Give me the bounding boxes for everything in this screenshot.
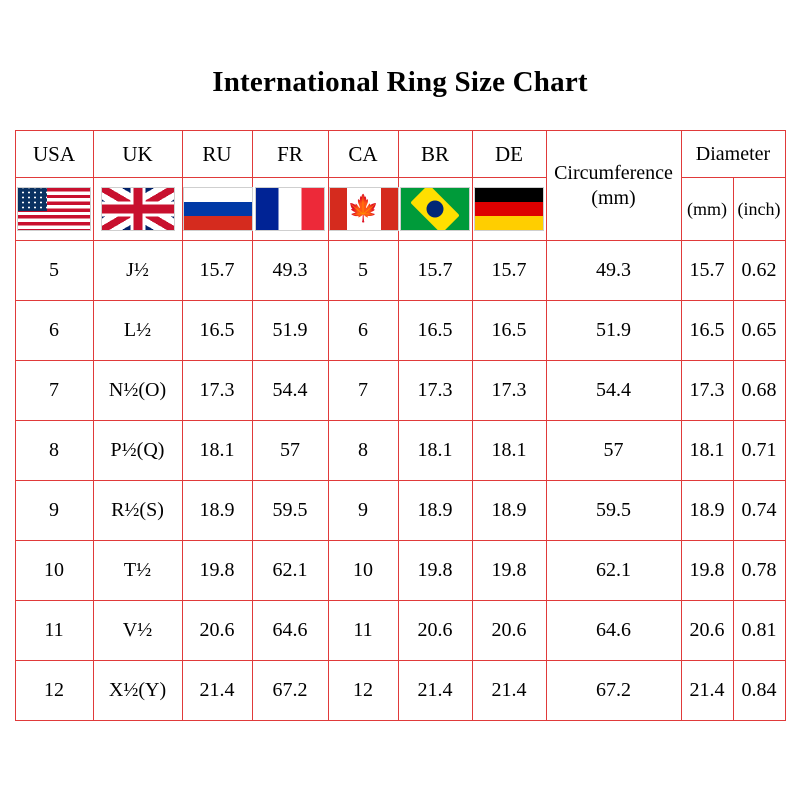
cell-ru: 17.3 [182, 361, 252, 421]
page-title: International Ring Size Chart [212, 66, 588, 98]
header-usa: USA [15, 131, 93, 178]
cell-uk: P½(Q) [93, 421, 182, 481]
table-row [15, 421, 785, 481]
flag-cell-uk [93, 178, 182, 241]
cell-br: 15.7 [398, 241, 472, 301]
table-row [15, 301, 785, 361]
cell-diameter-inch: 0.65 [733, 301, 785, 361]
cell-circumference-mm: 51.9 [546, 301, 681, 361]
cell-de: 17.3 [472, 361, 546, 421]
cell-fr: 49.3 [252, 241, 328, 301]
cell-uk: X½(Y) [93, 661, 182, 721]
table-row [15, 241, 785, 301]
cell-fr: 51.9 [252, 301, 328, 361]
cell-de: 19.8 [472, 541, 546, 601]
cell-circumference-mm: 57 [546, 421, 681, 481]
header-diameter: Diameter [681, 131, 785, 178]
cell-de: 20.6 [472, 601, 546, 661]
cell-diameter-inch: 0.71 [733, 421, 785, 481]
cell-fr: 59.5 [252, 481, 328, 541]
header-ru: RU [182, 131, 252, 178]
cell-de: 15.7 [472, 241, 546, 301]
cell-usa: 10 [15, 541, 93, 601]
cell-uk: R½(S) [93, 481, 182, 541]
cell-uk: J½ [93, 241, 182, 301]
cell-br: 17.3 [398, 361, 472, 421]
cell-ru: 18.1 [182, 421, 252, 481]
table-header-codes [15, 131, 785, 178]
cell-diameter-inch: 0.78 [733, 541, 785, 601]
cell-uk: N½(O) [93, 361, 182, 421]
cell-ca: 6 [328, 301, 398, 361]
cell-diameter-mm: 17.3 [681, 361, 733, 421]
flag-cell-br [398, 178, 472, 241]
cell-circumference-mm: 62.1 [546, 541, 681, 601]
cell-ca: 10 [328, 541, 398, 601]
cell-circumference-mm: 64.6 [546, 601, 681, 661]
table-row [15, 481, 785, 541]
cell-fr: 64.6 [252, 601, 328, 661]
header-diameter-mm: (mm) [681, 178, 733, 241]
cell-uk: L½ [93, 301, 182, 361]
canada-flag-icon: 🍁 [329, 187, 399, 231]
table-row [15, 601, 785, 661]
flag-cell-usa [15, 178, 93, 241]
cell-diameter-inch: 0.81 [733, 601, 785, 661]
cell-usa: 11 [15, 601, 93, 661]
cell-diameter-inch: 0.84 [733, 661, 785, 721]
cell-usa: 8 [15, 421, 93, 481]
cell-ca: 11 [328, 601, 398, 661]
russia-flag-icon [183, 187, 253, 231]
header-de: DE [472, 131, 546, 178]
cell-circumference-mm: 49.3 [546, 241, 681, 301]
flag-cell-de [472, 178, 546, 241]
cell-ru: 18.9 [182, 481, 252, 541]
cell-circumference-mm: 59.5 [546, 481, 681, 541]
cell-fr: 57 [252, 421, 328, 481]
cell-ru: 15.7 [182, 241, 252, 301]
table-body [15, 241, 785, 721]
brazil-flag-icon [400, 187, 470, 231]
cell-diameter-mm: 19.8 [681, 541, 733, 601]
cell-ca: 5 [328, 241, 398, 301]
header-ca: CA [328, 131, 398, 178]
uk-flag-icon [101, 187, 175, 231]
cell-usa: 12 [15, 661, 93, 721]
usa-flag-icon [17, 187, 91, 231]
cell-diameter-mm: 18.1 [681, 421, 733, 481]
cell-usa: 5 [15, 241, 93, 301]
cell-fr: 62.1 [252, 541, 328, 601]
cell-uk: V½ [93, 601, 182, 661]
header-fr: FR [252, 131, 328, 178]
cell-br: 19.8 [398, 541, 472, 601]
cell-diameter-inch: 0.74 [733, 481, 785, 541]
france-flag-icon [255, 187, 325, 231]
flag-cell-ru [182, 178, 252, 241]
cell-circumference-mm: 54.4 [546, 361, 681, 421]
header-circumference-line1: Circumference [554, 161, 673, 184]
cell-de: 21.4 [472, 661, 546, 721]
cell-diameter-inch: 0.68 [733, 361, 785, 421]
cell-ru: 19.8 [182, 541, 252, 601]
table-row [15, 541, 785, 601]
cell-usa: 7 [15, 361, 93, 421]
cell-de: 18.1 [472, 421, 546, 481]
cell-ca: 12 [328, 661, 398, 721]
cell-diameter-mm: 21.4 [681, 661, 733, 721]
cell-diameter-mm: 18.9 [681, 481, 733, 541]
cell-br: 21.4 [398, 661, 472, 721]
cell-circumference-mm: 67.2 [546, 661, 681, 721]
cell-diameter-mm: 16.5 [681, 301, 733, 361]
flag-cell-ca [328, 178, 398, 241]
cell-ca: 8 [328, 421, 398, 481]
table-row [15, 661, 785, 721]
cell-br: 20.6 [398, 601, 472, 661]
cell-de: 16.5 [472, 301, 546, 361]
cell-usa: 6 [15, 301, 93, 361]
cell-br: 18.9 [398, 481, 472, 541]
cell-fr: 67.2 [252, 661, 328, 721]
header-diameter-inch: (inch) [733, 178, 785, 241]
cell-de: 18.9 [472, 481, 546, 541]
cell-ca: 7 [328, 361, 398, 421]
cell-ru: 20.6 [182, 601, 252, 661]
header-uk: UK [93, 131, 182, 178]
flag-cell-fr [252, 178, 328, 241]
cell-diameter-inch: 0.62 [733, 241, 785, 301]
table-row [15, 361, 785, 421]
cell-br: 18.1 [398, 421, 472, 481]
cell-usa: 9 [15, 481, 93, 541]
cell-fr: 54.4 [252, 361, 328, 421]
header-circumference-line2: (mm) [591, 186, 636, 209]
header-circumference [546, 131, 681, 241]
cell-ru: 21.4 [182, 661, 252, 721]
cell-ca: 9 [328, 481, 398, 541]
ring-size-table [15, 130, 786, 721]
germany-flag-icon [474, 187, 544, 231]
cell-diameter-mm: 20.6 [681, 601, 733, 661]
header-br: BR [398, 131, 472, 178]
cell-br: 16.5 [398, 301, 472, 361]
cell-uk: T½ [93, 541, 182, 601]
cell-diameter-mm: 15.7 [681, 241, 733, 301]
cell-ru: 16.5 [182, 301, 252, 361]
